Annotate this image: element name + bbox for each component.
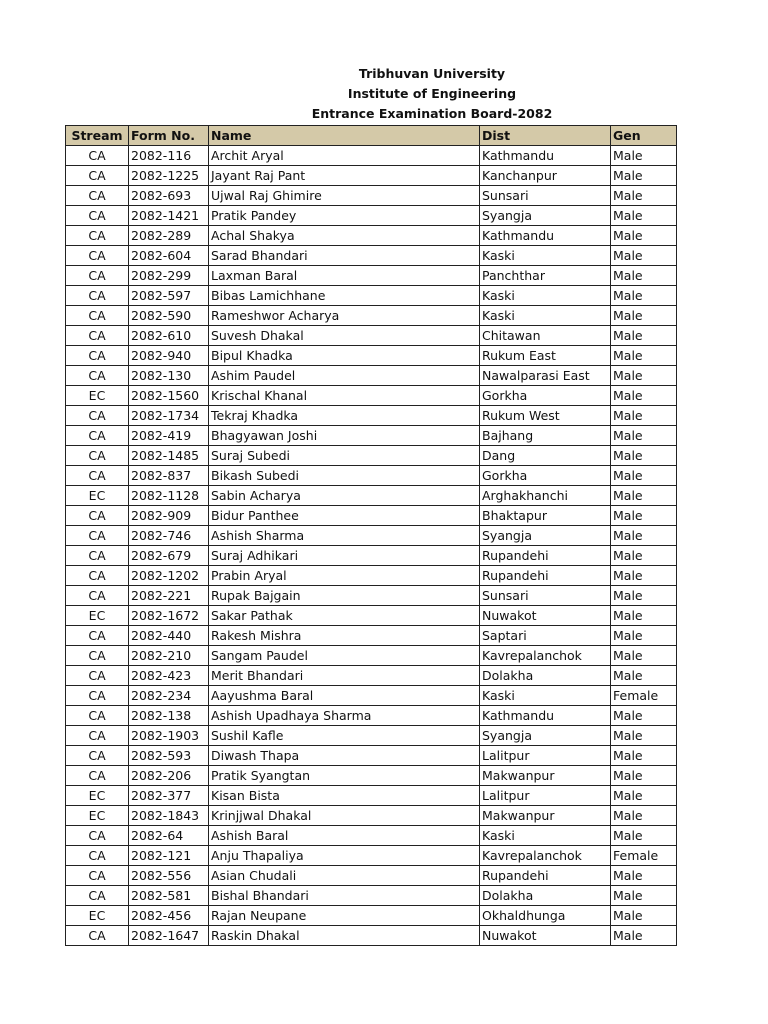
cell-form-no: 2082-116 <box>129 146 209 166</box>
column-header-dist: Dist <box>480 126 611 146</box>
cell-gen: Male <box>611 226 677 246</box>
cell-dist: Nuwakot <box>480 606 611 626</box>
cell-form-no: 2082-1560 <box>129 386 209 406</box>
cell-stream: CA <box>66 886 129 906</box>
cell-form-no: 2082-604 <box>129 246 209 266</box>
cell-name: Prabin Aryal <box>209 566 480 586</box>
cell-gen: Male <box>611 866 677 886</box>
column-header-name: Name <box>209 126 480 146</box>
cell-gen: Male <box>611 726 677 746</box>
cell-name: Sakar Pathak <box>209 606 480 626</box>
cell-form-no: 2082-1421 <box>129 206 209 226</box>
table-row <box>66 666 677 686</box>
cell-stream: CA <box>66 426 129 446</box>
cell-name: Diwash Thapa <box>209 746 480 766</box>
table-row <box>66 226 677 246</box>
cell-stream: EC <box>66 906 129 926</box>
table-row <box>66 846 677 866</box>
cell-dist: Kaski <box>480 286 611 306</box>
column-header-gen: Gen <box>611 126 677 146</box>
cell-stream: CA <box>66 146 129 166</box>
table-row <box>66 526 677 546</box>
cell-stream: CA <box>66 846 129 866</box>
cell-stream: EC <box>66 606 129 626</box>
cell-form-no: 2082-234 <box>129 686 209 706</box>
cell-dist: Kathmandu <box>480 146 611 166</box>
cell-stream: EC <box>66 486 129 506</box>
cell-name: Asian Chudali <box>209 866 480 886</box>
table-row <box>66 806 677 826</box>
table-row <box>66 386 677 406</box>
cell-gen: Male <box>611 906 677 926</box>
cell-stream: CA <box>66 166 129 186</box>
cell-dist: Dolakha <box>480 666 611 686</box>
cell-form-no: 2082-1734 <box>129 406 209 426</box>
cell-name: Jayant Raj Pant <box>209 166 480 186</box>
cell-stream: CA <box>66 686 129 706</box>
cell-form-no: 2082-556 <box>129 866 209 886</box>
cell-name: Sabin Acharya <box>209 486 480 506</box>
table-row <box>66 366 677 386</box>
cell-dist: Dang <box>480 446 611 466</box>
column-header-form-no: Form No. <box>129 126 209 146</box>
table-row <box>66 626 677 646</box>
cell-stream: CA <box>66 366 129 386</box>
cell-gen: Male <box>611 326 677 346</box>
cell-gen: Female <box>611 846 677 866</box>
table-row <box>66 446 677 466</box>
cell-name: Ujwal Raj Ghimire <box>209 186 480 206</box>
cell-form-no: 2082-138 <box>129 706 209 726</box>
cell-form-no: 2082-593 <box>129 746 209 766</box>
cell-gen: Male <box>611 706 677 726</box>
cell-gen: Male <box>611 506 677 526</box>
table-row <box>66 726 677 746</box>
cell-name: Ashish Sharma <box>209 526 480 546</box>
cell-name: Achal Shakya <box>209 226 480 246</box>
table-row <box>66 146 677 166</box>
cell-form-no: 2082-419 <box>129 426 209 446</box>
cell-gen: Male <box>611 546 677 566</box>
cell-name: Bishal Bhandari <box>209 886 480 906</box>
cell-name: Rameshwor Acharya <box>209 306 480 326</box>
board-title: Entrance Examination Board-2082 <box>311 106 553 121</box>
cell-name: Suraj Adhikari <box>209 546 480 566</box>
cell-stream: CA <box>66 926 129 946</box>
cell-stream: CA <box>66 646 129 666</box>
cell-form-no: 2082-1225 <box>129 166 209 186</box>
cell-name: Anju Thapaliya <box>209 846 480 866</box>
cell-gen: Male <box>611 486 677 506</box>
table-row <box>66 546 677 566</box>
cell-stream: CA <box>66 626 129 646</box>
cell-name: Bipul Khadka <box>209 346 480 366</box>
cell-dist: Bajhang <box>480 426 611 446</box>
column-header-stream: Stream <box>66 126 129 146</box>
cell-name: Rakesh Mishra <box>209 626 480 646</box>
cell-name: Sarad Bhandari <box>209 246 480 266</box>
cell-dist: Syangja <box>480 526 611 546</box>
cell-dist: Syangja <box>480 726 611 746</box>
cell-form-no: 2082-121 <box>129 846 209 866</box>
cell-dist: Dolakha <box>480 886 611 906</box>
table-row <box>66 906 677 926</box>
cell-gen: Male <box>611 286 677 306</box>
cell-stream: CA <box>66 506 129 526</box>
cell-stream: CA <box>66 566 129 586</box>
cell-gen: Male <box>611 246 677 266</box>
cell-name: Merit Bhandari <box>209 666 480 686</box>
cell-stream: CA <box>66 406 129 426</box>
cell-dist: Kanchanpur <box>480 166 611 186</box>
table-row <box>66 266 677 286</box>
cell-gen: Male <box>611 186 677 206</box>
cell-gen: Male <box>611 386 677 406</box>
cell-name: Sangam Paudel <box>209 646 480 666</box>
table-row <box>66 746 677 766</box>
cell-form-no: 2082-221 <box>129 586 209 606</box>
cell-gen: Male <box>611 426 677 446</box>
table-row <box>66 886 677 906</box>
table-row <box>66 166 677 186</box>
cell-name: Rajan Neupane <box>209 906 480 926</box>
cell-form-no: 2082-1672 <box>129 606 209 626</box>
cell-stream: CA <box>66 346 129 366</box>
cell-name: Laxman Baral <box>209 266 480 286</box>
cell-dist: Kaski <box>480 826 611 846</box>
cell-stream: CA <box>66 746 129 766</box>
cell-name: Tekraj Khadka <box>209 406 480 426</box>
cell-form-no: 2082-210 <box>129 646 209 666</box>
cell-form-no: 2082-590 <box>129 306 209 326</box>
cell-stream: CA <box>66 226 129 246</box>
cell-stream: CA <box>66 546 129 566</box>
table-row <box>66 826 677 846</box>
cell-stream: EC <box>66 806 129 826</box>
cell-gen: Male <box>611 446 677 466</box>
cell-dist: Rupandehi <box>480 566 611 586</box>
cell-gen: Male <box>611 826 677 846</box>
cell-name: Bidur Panthee <box>209 506 480 526</box>
cell-dist: Sunsari <box>480 186 611 206</box>
cell-dist: Gorkha <box>480 386 611 406</box>
cell-dist: Makwanpur <box>480 766 611 786</box>
cell-form-no: 2082-597 <box>129 286 209 306</box>
table-header-row <box>66 126 677 146</box>
cell-dist: Kavrepalanchok <box>480 846 611 866</box>
table-row <box>66 286 677 306</box>
table-row <box>66 346 677 366</box>
cell-gen: Male <box>611 586 677 606</box>
cell-name: Kisan Bista <box>209 786 480 806</box>
cell-stream: CA <box>66 666 129 686</box>
cell-form-no: 2082-610 <box>129 326 209 346</box>
cell-gen: Male <box>611 306 677 326</box>
cell-form-no: 2082-299 <box>129 266 209 286</box>
cell-gen: Male <box>611 266 677 286</box>
cell-gen: Male <box>611 146 677 166</box>
cell-form-no: 2082-377 <box>129 786 209 806</box>
cell-dist: Kaski <box>480 306 611 326</box>
cell-gen: Male <box>611 626 677 646</box>
cell-stream: CA <box>66 726 129 746</box>
cell-dist: Rupandehi <box>480 546 611 566</box>
cell-name: Rupak Bajgain <box>209 586 480 606</box>
table-row <box>66 566 677 586</box>
cell-dist: Kathmandu <box>480 706 611 726</box>
cell-name: Suvesh Dhakal <box>209 326 480 346</box>
cell-gen: Male <box>611 406 677 426</box>
table-row <box>66 246 677 266</box>
cell-stream: CA <box>66 286 129 306</box>
document-title-block <box>0 64 768 124</box>
table-row <box>66 926 677 946</box>
cell-stream: CA <box>66 246 129 266</box>
cell-name: Pratik Pandey <box>209 206 480 226</box>
cell-form-no: 2082-693 <box>129 186 209 206</box>
table-row <box>66 486 677 506</box>
cell-dist: Syangja <box>480 206 611 226</box>
cell-stream: CA <box>66 326 129 346</box>
table-row <box>66 466 677 486</box>
cell-stream: CA <box>66 586 129 606</box>
cell-name: Aayushma Baral <box>209 686 480 706</box>
cell-name: Raskin Dhakal <box>209 926 480 946</box>
cell-stream: CA <box>66 266 129 286</box>
cell-dist: Gorkha <box>480 466 611 486</box>
cell-gen: Male <box>611 806 677 826</box>
cell-form-no: 2082-289 <box>129 226 209 246</box>
cell-form-no: 2082-130 <box>129 366 209 386</box>
cell-dist: Bhaktapur <box>480 506 611 526</box>
cell-dist: Okhaldhunga <box>480 906 611 926</box>
cell-stream: CA <box>66 206 129 226</box>
cell-form-no: 2082-456 <box>129 906 209 926</box>
cell-stream: CA <box>66 706 129 726</box>
cell-gen: Male <box>611 646 677 666</box>
results-table <box>65 125 677 946</box>
cell-dist: Lalitpur <box>480 786 611 806</box>
table-row <box>66 766 677 786</box>
table-row <box>66 866 677 886</box>
cell-stream: EC <box>66 386 129 406</box>
cell-form-no: 2082-1202 <box>129 566 209 586</box>
cell-name: Ashish Upadhaya Sharma <box>209 706 480 726</box>
cell-form-no: 2082-940 <box>129 346 209 366</box>
cell-dist: Rukum East <box>480 346 611 366</box>
cell-stream: CA <box>66 186 129 206</box>
cell-gen: Male <box>611 166 677 186</box>
cell-stream: CA <box>66 866 129 886</box>
cell-gen: Male <box>611 886 677 906</box>
cell-form-no: 2082-423 <box>129 666 209 686</box>
cell-dist: Lalitpur <box>480 746 611 766</box>
cell-dist: Nuwakot <box>480 926 611 946</box>
cell-dist: Rupandehi <box>480 866 611 886</box>
cell-stream: CA <box>66 446 129 466</box>
cell-form-no: 2082-1128 <box>129 486 209 506</box>
cell-dist: Chitawan <box>480 326 611 346</box>
cell-gen: Male <box>611 346 677 366</box>
cell-form-no: 2082-1485 <box>129 446 209 466</box>
cell-gen: Female <box>611 686 677 706</box>
cell-form-no: 2082-440 <box>129 626 209 646</box>
cell-dist: Kathmandu <box>480 226 611 246</box>
table-row <box>66 206 677 226</box>
table-row <box>66 306 677 326</box>
cell-stream: CA <box>66 826 129 846</box>
table-row <box>66 506 677 526</box>
cell-dist: Makwanpur <box>480 806 611 826</box>
table-row <box>66 786 677 806</box>
cell-form-no: 2082-1843 <box>129 806 209 826</box>
table-row <box>66 686 677 706</box>
cell-gen: Male <box>611 606 677 626</box>
cell-gen: Male <box>611 926 677 946</box>
cell-form-no: 2082-837 <box>129 466 209 486</box>
cell-name: Suraj Subedi <box>209 446 480 466</box>
table-row <box>66 426 677 446</box>
cell-name: Bikash Subedi <box>209 466 480 486</box>
cell-form-no: 2082-909 <box>129 506 209 526</box>
cell-dist: Sunsari <box>480 586 611 606</box>
cell-form-no: 2082-1647 <box>129 926 209 946</box>
cell-stream: CA <box>66 306 129 326</box>
cell-gen: Male <box>611 786 677 806</box>
cell-gen: Male <box>611 666 677 686</box>
table-row <box>66 706 677 726</box>
cell-stream: CA <box>66 766 129 786</box>
cell-dist: Arghakhanchi <box>480 486 611 506</box>
cell-dist: Nawalparasi East <box>480 366 611 386</box>
cell-name: Krischal Khanal <box>209 386 480 406</box>
cell-dist: Kaski <box>480 686 611 706</box>
cell-name: Bhagyawan Joshi <box>209 426 480 446</box>
cell-name: Ashish Baral <box>209 826 480 846</box>
cell-stream: CA <box>66 526 129 546</box>
table-body <box>66 146 677 946</box>
cell-gen: Male <box>611 526 677 546</box>
cell-form-no: 2082-679 <box>129 546 209 566</box>
cell-gen: Male <box>611 766 677 786</box>
cell-gen: Male <box>611 206 677 226</box>
table-row <box>66 186 677 206</box>
cell-dist: Kavrepalanchok <box>480 646 611 666</box>
cell-dist: Rukum West <box>480 406 611 426</box>
table-row <box>66 326 677 346</box>
cell-stream: CA <box>66 466 129 486</box>
cell-gen: Male <box>611 366 677 386</box>
university-title: Tribhuvan University <box>358 66 506 81</box>
table-row <box>66 406 677 426</box>
table-row <box>66 606 677 626</box>
table-row <box>66 646 677 666</box>
cell-gen: Male <box>611 466 677 486</box>
cell-dist: Kaski <box>480 246 611 266</box>
cell-dist: Panchthar <box>480 266 611 286</box>
cell-form-no: 2082-206 <box>129 766 209 786</box>
cell-name: Bibas Lamichhane <box>209 286 480 306</box>
cell-name: Pratik Syangtan <box>209 766 480 786</box>
cell-form-no: 2082-746 <box>129 526 209 546</box>
cell-form-no: 2082-64 <box>129 826 209 846</box>
cell-gen: Male <box>611 566 677 586</box>
institute-title: Institute of Engineering <box>347 86 517 101</box>
cell-name: Archit Aryal <box>209 146 480 166</box>
table-row <box>66 586 677 606</box>
cell-dist: Saptari <box>480 626 611 646</box>
cell-form-no: 2082-581 <box>129 886 209 906</box>
cell-name: Krinjjwal Dhakal <box>209 806 480 826</box>
cell-form-no: 2082-1903 <box>129 726 209 746</box>
cell-name: Sushil Kafle <box>209 726 480 746</box>
cell-stream: EC <box>66 786 129 806</box>
cell-gen: Male <box>611 746 677 766</box>
cell-name: Ashim Paudel <box>209 366 480 386</box>
